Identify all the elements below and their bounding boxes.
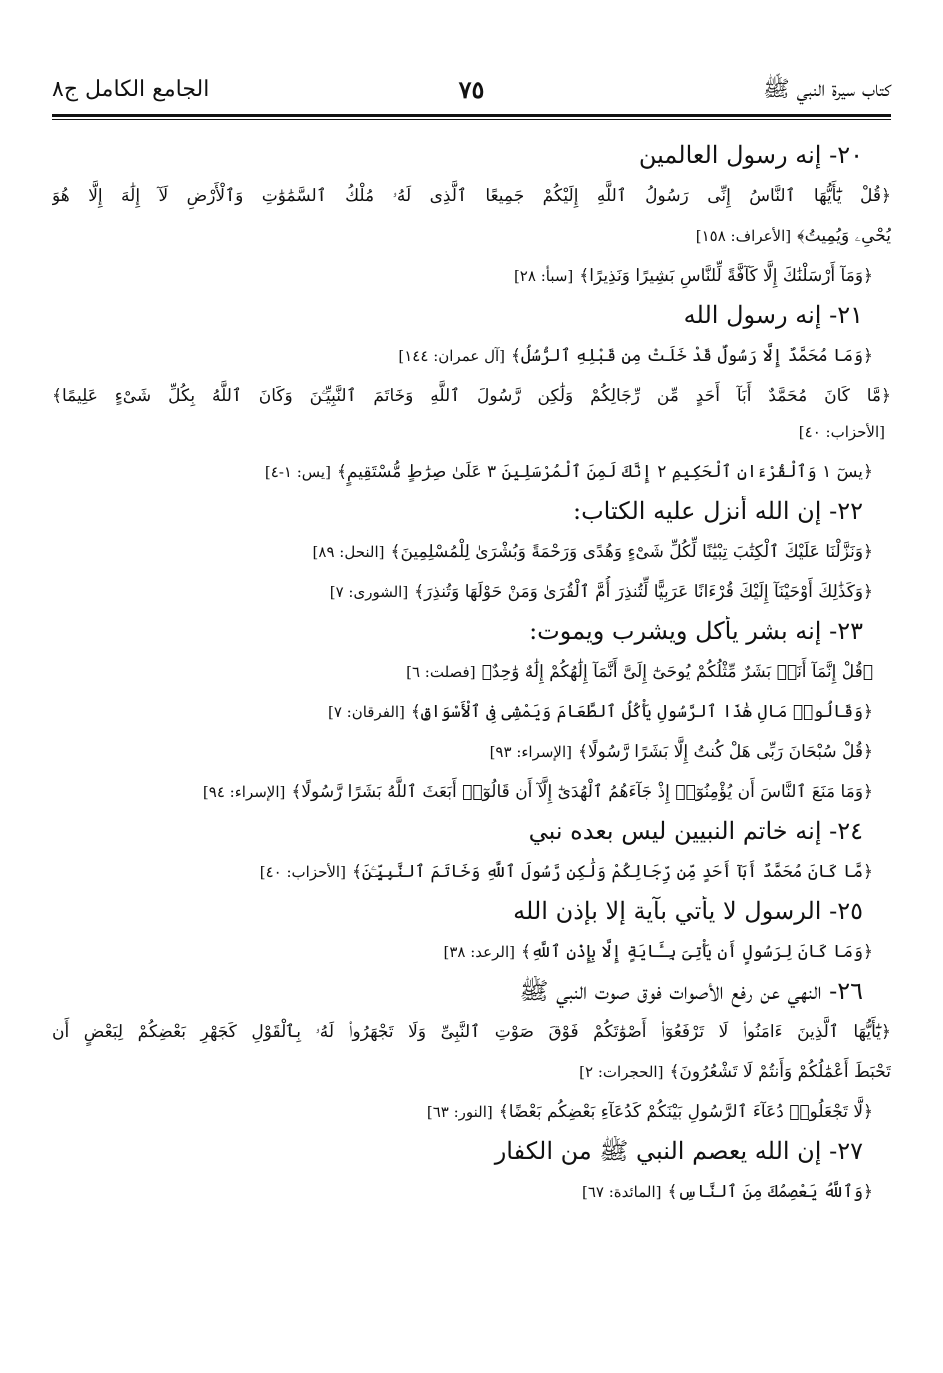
verse-text: ﴿يَٰٓأَيُّهَا ٱلَّذِينَ ءَامَنُوا۟ لَا تَرْفَعُوٓا۟ أَصْوَٰتَكُمْ فَوْقَ صَوْتِ ٱلنَّبِىِّ وَلَا تَجْهَرُوا۟ لَهُۥ بِٱلْقَوْلِ كَجَهْرِ بَعْضِكُمْ لِبَعْضٍ أَن bbox=[52, 1022, 891, 1042]
verse-reference: [الإسراء: ٩٤] bbox=[202, 783, 286, 801]
verse-reference: [النور: ٦٣] bbox=[426, 1103, 493, 1121]
heading-text: ٢٤- إنه خاتم النبيين ليس بعده نبي bbox=[528, 817, 863, 845]
verse-reference: [الإسراء: ٩٣] bbox=[489, 743, 573, 761]
verse-text: ﴿وَكَذَٰلِكَ أَوْحَيْنَآ إِلَيْكَ قُرْءَانًا عَرَبِيًّا لِّتُنذِرَ أُمَّ ٱلْقُرَىٰ وَمَنْ حَوْلَهَا وَتُنذِرَ﴾ bbox=[414, 582, 873, 602]
verse-reference: [يس: ١-٤] bbox=[264, 463, 331, 481]
section-heading bbox=[52, 816, 891, 856]
quran-verse bbox=[52, 340, 891, 380]
heading-text: ٢٥- الرسول لا يأتي بآية إلا بإذن الله bbox=[513, 897, 863, 925]
quran-verse bbox=[52, 220, 891, 260]
section-heading bbox=[52, 616, 891, 656]
verse-text: ﴿وَمَا مَنَعَ ٱلنَّاسَ أَن يُؤْمِنُوٓا۟ إِذْ جَآءَهُمُ ٱلْهُدَىٰٓ إِلَّآ أَن قَالُوٓا۟ أَبَعَثَ ٱللَّهُ بَشَرًا رَّسُولًا﴾ bbox=[291, 782, 873, 802]
header-rule-thin bbox=[52, 119, 891, 120]
section-heading bbox=[52, 1136, 891, 1176]
volume-title: الجامع الكامل ج٨ bbox=[52, 77, 210, 102]
verse-text: ﴿وَمَا كَانَ لِرَسُولٍ أَن يَأْتِىَ بِـَٔايَةٍ إِلَّا بِإِذْنِ ٱللَّهِ﴾ bbox=[520, 942, 873, 962]
verse-text: ﴿قُلْ إِنَّمَآ أَنَا۠ بَشَرٌ مِّثْلُكُمْ يُوحَىٰٓ إِلَىَّ أَنَّمَآ إِلَٰهُكُمْ إِلَٰهٌ وَٰحِدٌ﴾ bbox=[481, 662, 873, 682]
heading-text: ٢١- إنه رسول الله bbox=[683, 301, 863, 329]
quran-verse bbox=[52, 1176, 891, 1216]
quran-verse bbox=[52, 1096, 891, 1136]
quran-verse bbox=[52, 856, 891, 896]
section-heading bbox=[52, 140, 891, 180]
quran-verse bbox=[52, 936, 891, 976]
heading-text: ٢٧- إن الله يعصم النبي ﷺ من الكفار bbox=[494, 1137, 863, 1165]
section-heading bbox=[52, 300, 891, 340]
quran-verse bbox=[52, 456, 891, 496]
quran-verse bbox=[52, 656, 891, 696]
page-body bbox=[52, 140, 891, 1216]
verse-reference: [آل عمران: ١٤٤] bbox=[398, 347, 506, 365]
verse-text: تَحْبَطَ أَعْمَٰلُكُمْ وَأَنتُمْ لَا تَشْعُرُونَ﴾ bbox=[669, 1062, 891, 1082]
heading-text: ٢٦- النهي عن رفع الأصوات فوق صوت النبي ﷺ bbox=[519, 977, 863, 1005]
verse-text: ﴿وَنَزَّلْنَا عَلَيْكَ ٱلْكِتَٰبَ تِبْيَٰنًا لِّكُلِّ شَىْءٍ وَهُدًى وَرَحْمَةً وَبُشْرَىٰ لِلْمُسْلِمِينَ﴾ bbox=[390, 542, 873, 562]
verse-reference: [سبأ: ٢٨] bbox=[513, 267, 574, 285]
verse-reference: [الأحزاب: ٤٠] bbox=[798, 423, 885, 441]
quran-verse bbox=[52, 736, 891, 776]
verse-text: ﴿مَّا كَانَ مُحَمَّدٌ أَبَآ أَحَدٍ مِّن رِّجَالِكُمْ وَلَٰكِن رَّسُولَ ٱللَّهِ وَخَاتَمَ ٱلنَّبِيِّـۧنَ وَكَانَ ٱللَّهُ بِكُلِّ شَىْءٍ عَلِيمًا﴾ bbox=[52, 386, 891, 406]
quran-verse bbox=[52, 696, 891, 736]
verse-reference: [الحجرات: ٢] bbox=[579, 1063, 664, 1081]
heading-text: ٢٠- إنه رسول العالمين bbox=[638, 141, 863, 169]
verse-reference: [فصلت: ٦] bbox=[406, 663, 476, 681]
quran-verse bbox=[52, 776, 891, 816]
verse-reference: [الأعراف: ١٥٨] bbox=[695, 227, 792, 245]
section-heading bbox=[52, 976, 891, 1016]
verse-reference-line bbox=[52, 420, 891, 456]
verse-text: ﴿قُلْ يَٰٓأَيُّهَا ٱلنَّاسُ إِنِّى رَسُولُ ٱللَّهِ إِلَيْكُمْ جَمِيعًا ٱلَّذِى لَهُۥ مُلْكُ ٱلسَّمَٰوَٰتِ وَٱلْأَرْضِ لَآ إِلَٰهَ إِلَّا هُوَ bbox=[52, 186, 891, 206]
verse-text: ﴿قُلْ سُبْحَانَ رَبِّى هَلْ كُنتُ إِلَّا بَشَرًا رَّسُولًا﴾ bbox=[578, 742, 873, 762]
verse-reference: [الأحزاب: ٤٠] bbox=[259, 863, 346, 881]
header-rule-thick bbox=[52, 114, 891, 117]
verse-reference: [النحل: ٨٩] bbox=[312, 543, 385, 561]
verse-reference: [الشورى: ٧] bbox=[329, 583, 409, 601]
quran-verse bbox=[52, 260, 891, 300]
section-heading bbox=[52, 896, 891, 936]
quran-verse bbox=[52, 1016, 891, 1056]
heading-text: ٢٢- إن الله أنزل عليه الكتاب: bbox=[573, 497, 863, 525]
quran-verse bbox=[52, 576, 891, 616]
section-heading bbox=[52, 496, 891, 536]
heading-text: ٢٣- إنه بشر يأكل ويشرب ويموت: bbox=[529, 617, 863, 645]
verse-text: ﴿مَّا كَانَ مُحَمَّدٌ أَبَآ أَحَدٍ مِّن رِّجَالِكُمْ وَلَٰكِن رَّسُولَ ٱللَّهِ وَخَاتَمَ ٱلنَّبِيِّـۧنَ﴾ bbox=[351, 862, 873, 882]
verse-reference: [الفرقان: ٧] bbox=[327, 703, 405, 721]
quran-verse bbox=[52, 536, 891, 576]
verse-reference: [الرعد: ٣٨] bbox=[443, 943, 515, 961]
quran-verse bbox=[52, 1056, 891, 1096]
verse-text: ﴿لَّا تَجْعَلُوا۟ دُعَآءَ ٱلرَّسُولِ بَيْنَكُمْ كَدُعَآءِ بَعْضِكُم بَعْضًا﴾ bbox=[498, 1102, 873, 1122]
page-header bbox=[52, 62, 891, 112]
verse-reference: [المائدة: ٦٧] bbox=[581, 1183, 662, 1201]
verse-text: ﴿وَقَالُوا۟ مَالِ هَٰذَا ٱلرَّسُولِ يَأْكُلُ ٱلطَّعَامَ وَيَمْشِى فِى ٱلْأَسْوَاقِ﴾ bbox=[410, 702, 873, 722]
page-number: ٧٥ bbox=[458, 75, 485, 104]
quran-verse bbox=[52, 380, 891, 420]
verse-text: ﴿وَمَا مُحَمَّدٌ إِلَّا رَسُولٌ قَدْ خَلَتْ مِن قَبْلِهِ ٱلرُّسُلُ﴾ bbox=[511, 346, 873, 366]
verse-text: ﴿وَمَآ أَرْسَلْنَٰكَ إِلَّا كَآفَّةً لِّلنَّاسِ بَشِيرًا وَنَذِيرًا﴾ bbox=[579, 266, 873, 286]
verse-text: ﴿يسٓ ١ وَٱلْقُرْءَانِ ٱلْحَكِيمِ ٢ إِنَّكَ لَمِنَ ٱلْمُرْسَلِينَ ٣ عَلَىٰ صِرَٰطٍ مُّسْتَقِيمٍ﴾ bbox=[336, 462, 873, 482]
book-title: كتاب سيرة النبي ﷺ bbox=[763, 77, 891, 102]
verse-text: يُحْىِۦ وَيُمِيتُ﴾ bbox=[797, 226, 891, 246]
quran-verse bbox=[52, 180, 891, 220]
verse-text: ﴿وَٱللَّهُ يَعْصِمُكَ مِنَ ٱلنَّاسِ﴾ bbox=[667, 1182, 873, 1202]
